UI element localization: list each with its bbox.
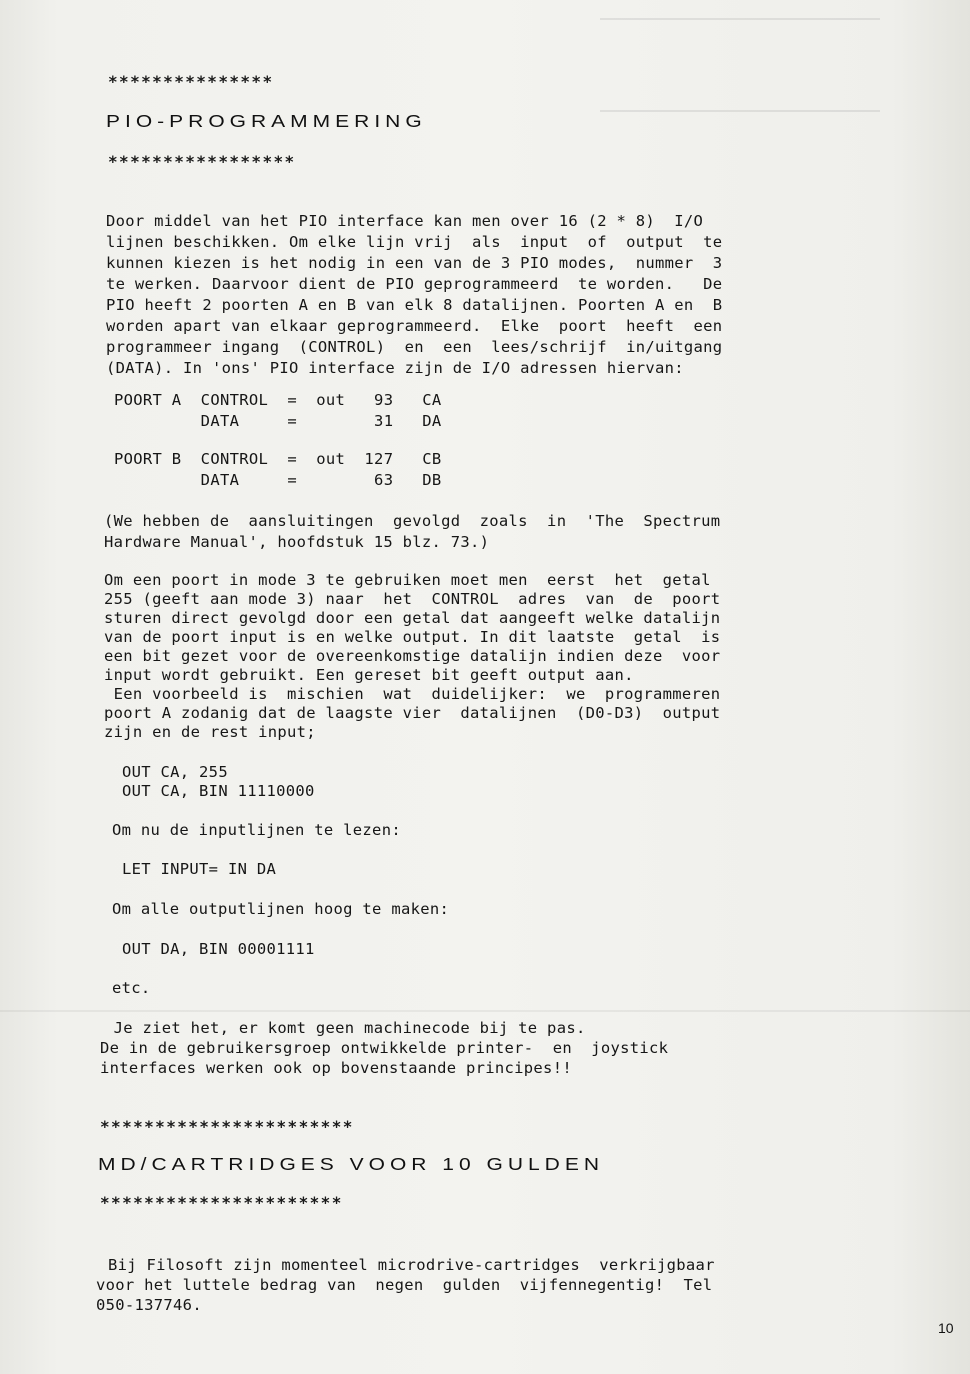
text-line: input wordt gebruikt. Een gereset bit geeft output aan. bbox=[104, 666, 634, 684]
text-line: van de poort input is en welke output. In dit laatste getal is bbox=[104, 628, 721, 646]
table-row: DATA = 63 DB bbox=[114, 471, 442, 489]
text-line: te werken. Daarvoor dient de PIO geprogrammeerd te worden. De bbox=[106, 275, 723, 293]
text-line: Bij Filosoft zijn momenteel microdrive-cartridges verkrijgbaar bbox=[108, 1256, 715, 1274]
text-line: Hardware Manual', hoofdstuk 15 blz. 73.) bbox=[104, 533, 490, 551]
table-row: POORT A CONTROL = out 93 CA bbox=[114, 391, 442, 409]
text-line: een bit gezet voor de overeenkomstige datalijn indien deze voor bbox=[104, 647, 721, 665]
text-line: interfaces werken ook op bovenstaande principes!! bbox=[100, 1059, 572, 1077]
text-line: Een voorbeeld is mischien wat duidelijker: we programmeren bbox=[104, 685, 721, 703]
text-line: (We hebben de aansluitingen gevolgd zoals in 'The Spectrum bbox=[104, 512, 721, 530]
code-line: OUT CA, 255 bbox=[122, 763, 228, 781]
text-line: zijn en de rest input; bbox=[104, 723, 316, 741]
asterisk-rule-under-heading2: ********************** bbox=[100, 1193, 343, 1212]
section-heading-pio: PIO-PROGRAMMERING bbox=[106, 112, 427, 131]
text-line: lijnen beschikken. Om elke lijn vrij als input of output te bbox=[106, 233, 723, 251]
text-line: 255 (geeft aan mode 3) naar het CONTROL adres van de poort bbox=[104, 590, 721, 608]
section-heading-cartridges: MD/CARTRIDGES VOOR 10 GULDEN bbox=[98, 1155, 605, 1174]
text-line: voor het luttele bedrag van negen gulden vijfennegentig! Tel bbox=[96, 1276, 713, 1294]
text-line: worden apart van elkaar geprogrammeerd. Elke poort heeft een bbox=[106, 317, 723, 335]
text-line: De in de gebruikersgroep ontwikkelde printer- en joystick bbox=[100, 1039, 669, 1057]
asterisk-rule-mid: *********************** bbox=[100, 1117, 354, 1136]
page-fold bbox=[0, 1010, 970, 1012]
text-line: 050-137746. bbox=[96, 1296, 202, 1314]
text-line: poort A zodanig dat de laagste vier datalijnen (D0-D3) output bbox=[104, 704, 721, 722]
asterisk-rule-top: *************** bbox=[108, 72, 274, 91]
table-row: POORT B CONTROL = out 127 CB bbox=[114, 450, 442, 468]
text-line: Je ziet het, er komt geen machinecode bij te pas. bbox=[104, 1019, 586, 1037]
bleed-through-shadow bbox=[600, 18, 880, 112]
text-line: (DATA). In 'ons' PIO interface zijn de I/O adressen hiervan: bbox=[106, 359, 684, 377]
table-row: DATA = 31 DA bbox=[114, 412, 442, 430]
asterisk-rule-under-heading: ***************** bbox=[108, 152, 296, 171]
text-line: Om een poort in mode 3 te gebruiken moet men eerst het getal bbox=[104, 571, 711, 589]
page-number: 10 bbox=[938, 1320, 954, 1336]
text-line: kunnen kiezen is het nodig in een van de 3 PIO modes, nummer 3 bbox=[106, 254, 723, 272]
code-line: OUT CA, BIN 11110000 bbox=[122, 782, 315, 800]
text-line: sturen direct gevolgd door een getal dat aangeeft welke datalijn bbox=[104, 609, 721, 627]
text-line: PIO heeft 2 poorten A en B van elk 8 datalijnen. Poorten A en B bbox=[106, 296, 723, 314]
code-line: OUT DA, BIN 00001111 bbox=[122, 940, 315, 958]
text-line: Door middel van het PIO interface kan men over 16 (2 * 8) I/O bbox=[106, 212, 704, 230]
text-line: programmeer ingang (CONTROL) en een lees/schrijf in/uitgang bbox=[106, 338, 723, 356]
instruction-label: Om nu de inputlijnen te lezen: bbox=[112, 821, 401, 839]
code-line: LET INPUT= IN DA bbox=[122, 860, 277, 878]
etc-text: etc. bbox=[112, 979, 151, 997]
instruction-label: Om alle outputlijnen hoog te maken: bbox=[112, 900, 450, 918]
